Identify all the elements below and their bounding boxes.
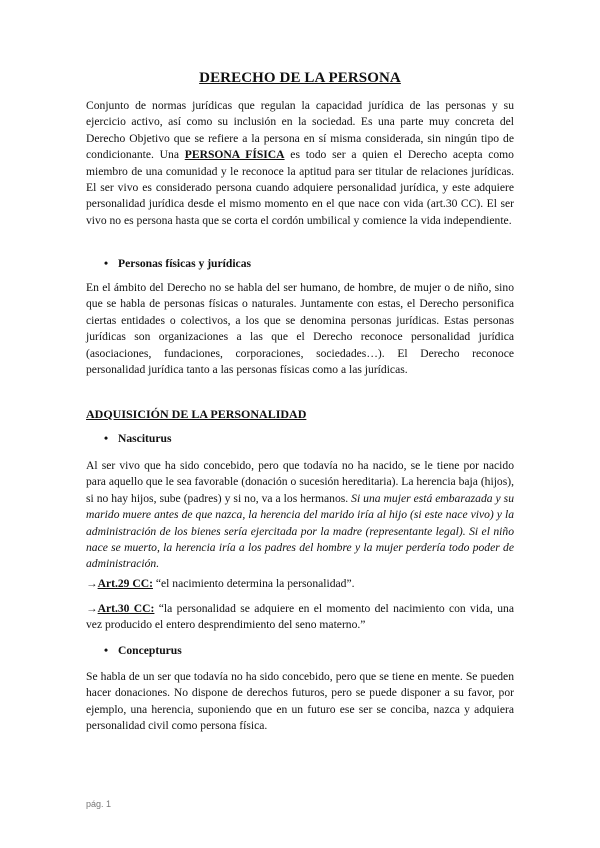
concepturus-text: Se habla de un ser que todavía no ha sido concebido, pero que se tiene en mente. Se pueden hacer donaciones. No dispone de derechos futuros, pero se puede disponer a su favor, por ejemplo, una herencia, suponiendo que en un futuro ese ser se conciba, nazca y adquiera personalidad civil como persona física. <box>86 670 514 733</box>
page-title: DERECHO DE LA PERSONA <box>199 70 401 86</box>
nasciturus-example: Si una mujer está embarazada y su marido muere antes de que nazca, la herencia del marido iría al hijo (si este nace vivo) y la administración de los bienes sería ejercitada por la madre (representante legal). Si el niño nace se muerto, la herencia iría a los padres del hombre y la mujer perdería todo poder de administración. <box>86 491 514 571</box>
art29-label: Art.29 CC: <box>97 577 153 590</box>
arrow-right-icon: → <box>86 577 98 590</box>
art29-line <box>86 576 514 592</box>
section-adquisicion-heading: ADQUISICIÓN DE LA PERSONALIDAD <box>86 407 307 421</box>
bullet-nasciturus <box>104 431 171 447</box>
bullet-personas <box>104 256 251 272</box>
intro-text-1: Conjunto de normas jurídicas que regulan la capacidad jurídica de las personas y su ejercicio activo, así como su inclusión en la sociedad. Es una parte muy concreta del Derecho Objetivo que se refiere a la persona en sí misma considerada, sin ningún tipo de condicionante. Una <box>86 99 514 162</box>
intro-paragraph <box>86 98 514 229</box>
bullet-personas-label: Personas físicas y jurídicas <box>118 257 251 270</box>
persona-fisica-term: PERSONA FÍSICA <box>184 148 285 162</box>
art30-text: “la personalidad se adquiere en el momento del nacimiento con vida, una vez producido el entero desprendimiento del seno materno.” <box>86 602 514 632</box>
arrow-right-icon: → <box>86 602 98 615</box>
bullet-dot-icon: • <box>104 432 109 445</box>
personas-text: En el ámbito del Derecho no se habla del ser humano, de hombre, de mujer o de niño, sino que se habla de personas físicas o naturales. Juntamente con estas, el Derecho personifica ciertas entidades o colectivos, a los que se denomina personas jurídicas. Estas personas jurídicas son organizaciones a las que el Derecho reconoce personalidad jurídica (asociaciones, fundaciones, corporaciones, sociedades…). El Derecho reconoce personalidad jurídica tanto a las personas físicas como a las jurídicas. <box>86 281 514 377</box>
bullet-dot-icon: • <box>104 257 109 270</box>
nasciturus-text: Al ser vivo que ha sido concebido, pero que todavía no ha nacido, se le tiene por nacido para aquello que le sea favorable (donación o sucesión hereditaria). La herencia baja (hijos), si no hay hijos, sube (padres) y si no, va a los hermanos. <box>86 459 514 505</box>
bullet-dot-icon: • <box>104 644 109 657</box>
intro-text-2: es todo ser a quien el Derecho acepta como miembro de una comunidad y le reconoce la aptitud para ser titular de relaciones jurídicas. El ser vivo es considerado persona cuando adquiere personalidad jurídica, y este adquiere personalidad jurídica desde el mismo momento en el que nace con vida (art.30 CC). El ser vivo no es persona hasta que se corta el cordón umbilical y comience la vida independiente. <box>86 148 514 227</box>
nasciturus-paragraph <box>86 458 514 573</box>
personas-paragraph <box>86 280 514 378</box>
art30-line <box>86 601 514 634</box>
art30-label: Art.30 CC: <box>97 602 155 615</box>
bullet-nasciturus-label: Nasciturus <box>118 432 172 445</box>
concepturus-paragraph <box>86 669 514 735</box>
art29-text: “el nacimiento determina la personalidad”. <box>152 577 355 590</box>
page-number: pág. 1 <box>86 799 112 809</box>
bullet-concepturus <box>104 643 182 659</box>
bullet-concepturus-label: Concepturus <box>118 644 182 657</box>
